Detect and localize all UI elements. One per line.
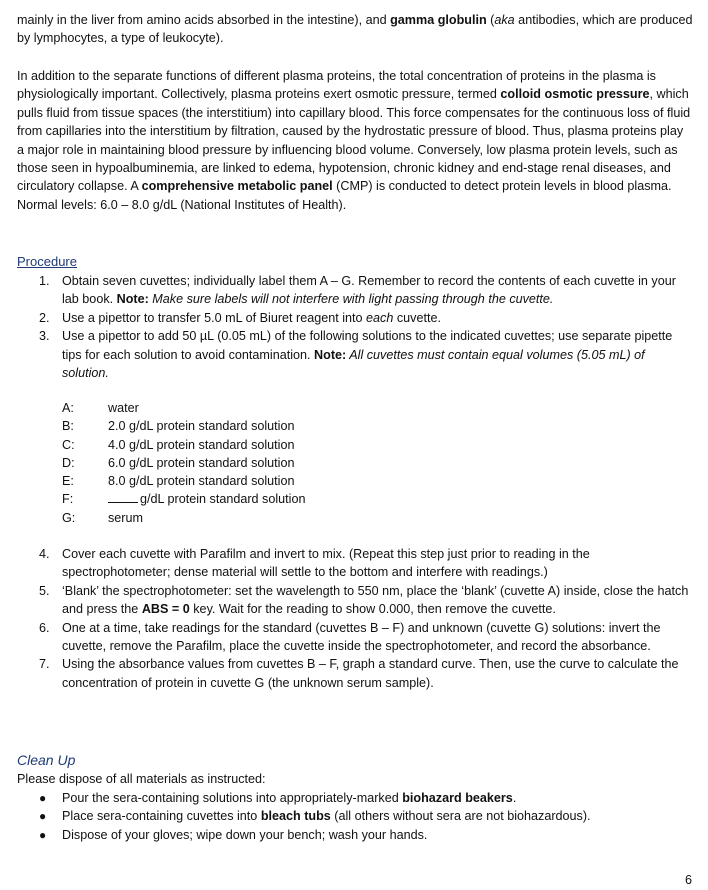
- cuvette-description: 4.0 g/dL protein standard solution: [108, 437, 295, 452]
- cuvette-letter: E:: [62, 474, 74, 489]
- procedure-steps-list: [17, 272, 693, 382]
- procedure-step-1: [17, 272, 693, 309]
- bold-key-abs-zero: ABS = 0: [141, 602, 190, 617]
- cleanup-item-gloves: [17, 826, 591, 844]
- cuvette-letter: D:: [62, 455, 75, 470]
- paragraph-osmotic-pressure: [17, 67, 693, 214]
- cleanup-item-bleach: [17, 807, 591, 825]
- text-run: Use a pipettor to add 50 µL (0.05 mL) of the following solutions to the indicated cuvettes; use separate pipette tips for each solution to avoid contamination.: [62, 329, 673, 362]
- text-run: cuvette.: [393, 310, 441, 325]
- cuvette-letter: C:: [62, 437, 75, 452]
- procedure-step-6: [17, 619, 693, 656]
- step-number: 3.: [39, 329, 50, 344]
- procedure-step-4: [17, 545, 693, 582]
- bold-term-gamma-globulin: gamma globulin: [390, 13, 487, 27]
- fill-in-blank-line: [108, 491, 138, 503]
- text-run: antibodies, which are produced by lymphocytes, a type of leukocyte).: [17, 13, 693, 46]
- bold-term-bleach-tubs: bleach tubs: [260, 809, 331, 824]
- cuvette-row-g: [62, 509, 305, 527]
- text-run: Pour the sera-containing solutions into appropriately-marked: [62, 791, 403, 805]
- bold-term-colloid-osmotic-pressure: colloid osmotic pressure: [500, 87, 650, 102]
- text-run: ‘Blank’ the spectrophotometer: set the wavelength to 550 nm, place the ‘blank’ (cuvette A) inside, close the hatch and press the: [62, 583, 689, 617]
- text-run: Obtain seven cuvettes; individually label them A – G. Remember to record the contents of each cuvette in your lab book.: [62, 274, 676, 307]
- cuvette-row-b: [62, 417, 305, 435]
- note-label: Note:: [314, 347, 347, 362]
- cuvette-row-f: [62, 490, 305, 508]
- bold-term-biohazard-beakers: biohazard beakers: [402, 791, 513, 805]
- bullet-icon: ●: [39, 791, 47, 805]
- step-number: 1.: [39, 274, 50, 288]
- procedure-step-2: [17, 309, 693, 327]
- paragraph-plasma-proteins-end: [17, 11, 693, 48]
- cuvette-description: g/dL protein standard solution: [140, 492, 306, 507]
- step-number: 2.: [39, 310, 50, 325]
- cuvette-description: 6.0 g/dL protein standard solution: [108, 455, 295, 470]
- italic-term-aka: aka: [494, 13, 515, 27]
- text-run: Dispose of your gloves; wipe down your bench; wash your hands.: [62, 827, 428, 842]
- page-number: 6: [684, 873, 692, 887]
- cuvette-row-d: [62, 454, 305, 472]
- procedure-step-5: [17, 582, 693, 619]
- step-number: 6.: [39, 620, 50, 635]
- step-number: 5.: [39, 583, 50, 598]
- procedure-steps-list-continued: [17, 545, 693, 692]
- note-text: Make sure labels will not interfere with light passing through the cuvette.: [148, 292, 554, 307]
- cleanup-heading: Clean Up: [17, 752, 76, 768]
- cuvette-description-with-blank: [108, 490, 305, 508]
- cuvette-letter: B:: [62, 419, 74, 434]
- note-text: All cuvettes must contain equal volumes (5.05 mL) of solution.: [62, 347, 645, 381]
- bullet-icon: ●: [39, 809, 47, 824]
- text-run: Cover each cuvette with Parafilm and invert to mix. (Repeat this step just prior to reading in the spectrophotometer; dense material will settle to the bottom and interfere with readings.): [62, 547, 590, 580]
- text-run: mainly in the liver from amino acids absorbed in the intestine), and: [17, 13, 391, 27]
- text-run: Place sera-containing cuvettes into: [62, 809, 261, 824]
- cuvette-description: serum: [108, 510, 143, 525]
- step-number: 4.: [39, 547, 50, 561]
- cuvette-letter: F:: [62, 492, 74, 507]
- cuvette-description: 8.0 g/dL protein standard solution: [108, 474, 295, 489]
- text-run: One at a time, take readings for the standard (cuvettes B – F) and unknown (cuvette G) solutions: invert the cuvette, remove the Parafilm, place the cuvette inside the spectrophotometer, and record the absorbance.: [62, 620, 661, 654]
- cleanup-list: [17, 789, 591, 844]
- procedure-heading: Procedure: [17, 254, 77, 269]
- bullet-icon: ●: [39, 827, 47, 842]
- cuvette-description: water: [108, 401, 139, 415]
- cuvette-row-e: [62, 472, 305, 490]
- cuvette-row-a: [62, 399, 305, 417]
- text-run: .: [512, 791, 517, 805]
- note-label: Note:: [116, 292, 149, 307]
- cuvette-row-c: [62, 436, 305, 454]
- text-run: Use a pipettor to transfer 5.0 mL of Biuret reagent into: [62, 310, 367, 325]
- text-run: key. Wait for the reading to show 0.000, then remove the cuvette.: [189, 602, 556, 617]
- italic-word-each: each: [366, 310, 394, 325]
- cleanup-intro: Please dispose of all materials as instructed:: [17, 772, 266, 786]
- text-run: (all others without sera are not biohazardous).: [330, 809, 591, 824]
- text-run: (: [486, 13, 495, 27]
- bold-term-cmp: comprehensive metabolic panel: [141, 179, 333, 194]
- procedure-step-7: [17, 655, 693, 692]
- step-number: 7.: [39, 657, 50, 672]
- cuvette-letter: G:: [62, 510, 76, 525]
- cleanup-item-biohazard: [17, 789, 591, 807]
- text-run: (CMP) is conducted to detect protein levels in blood plasma. Normal levels: 6.0 – 8.0 g/dL (National Institutes of Health).: [17, 179, 672, 212]
- text-run: In addition to the separate functions of different plasma proteins, the total concentration of proteins in the plasma is physiologically important. Collectively, plasma proteins exert osmotic pressure, termed: [17, 69, 656, 102]
- cuvette-description: 2.0 g/dL protein standard solution: [108, 419, 295, 434]
- text-run: , which pulls fluid from tissue spaces (the interstitium) into capillary blood. This force compensates for the continuous loss of fluid from capillaries into the interstitium by filtration, caused by the hydrostatic pressure of blood. Thus, plasma proteins play a major role in maintaining blood pressure by influencing blood volume. Conversely, low plasma protein levels, such as those seen in hypoalbuminemia, are linked to edema, hypotension, chronic kidney and end-stage renal diseases, and circulatory collapse. A: [17, 87, 691, 194]
- text-run: Using the absorbance values from cuvettes B – F, graph a standard curve. Then, use the curve to calculate the concentration of protein in cuvette G (the unknown serum sample).: [62, 657, 679, 690]
- cuvette-contents-table: [62, 399, 305, 527]
- procedure-step-3: [17, 327, 693, 382]
- cuvette-letter: A:: [62, 401, 74, 415]
